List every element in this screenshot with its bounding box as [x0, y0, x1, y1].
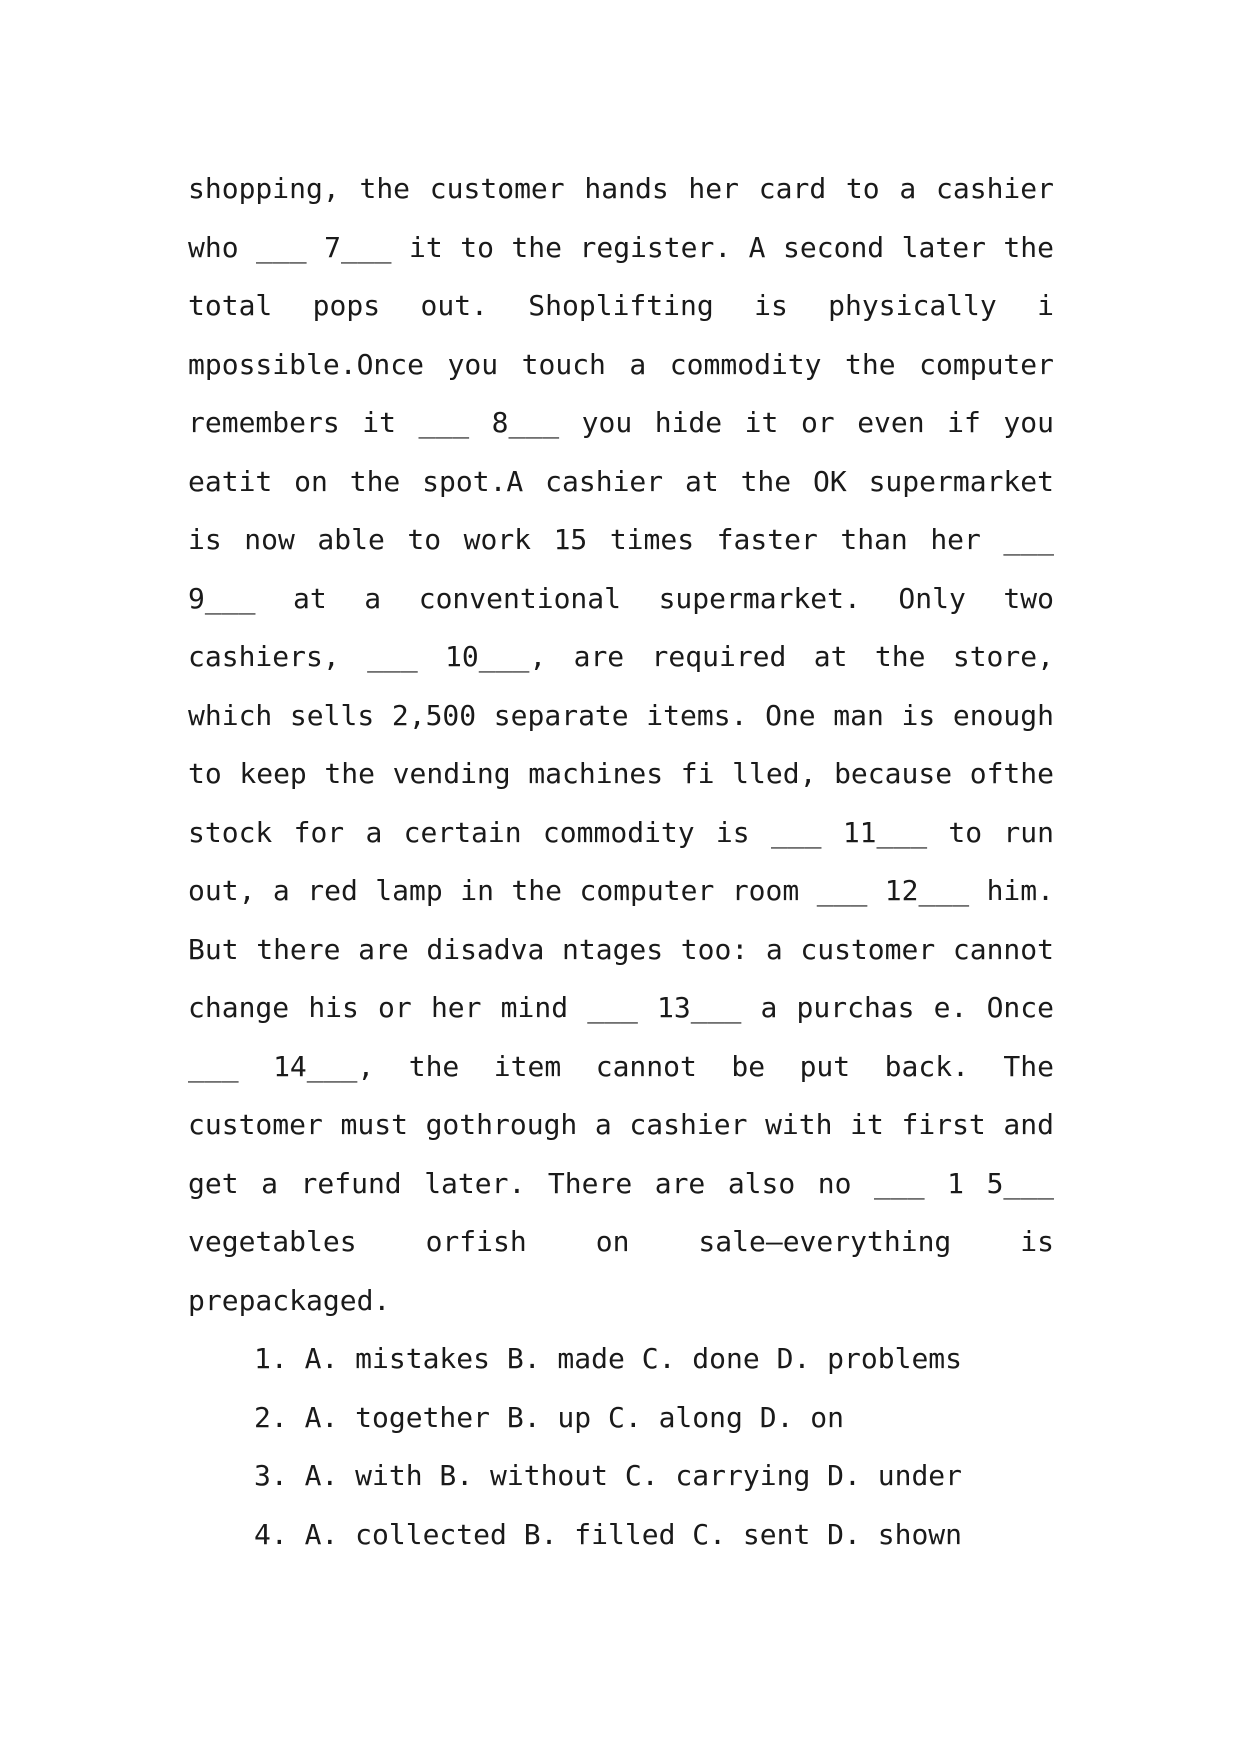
passage-line: shopping, the customer hands her card to a cashier [188, 172, 1054, 205]
passage-line: total pops out. Shoplifting is physically i [188, 289, 1054, 322]
passage-line: customer must gothrough a cashier with it first and [188, 1108, 1054, 1141]
passage-body [188, 160, 1054, 1564]
passage-line: stock for a certain commodity is ___ 11___ to run [188, 815, 1054, 849]
question-item: 4. A. collected B. filled C. sent D. shown [254, 1517, 963, 1551]
question-list [188, 1330, 1054, 1564]
passage-line: 9___ at a conventional supermarket. Only two [188, 581, 1054, 615]
passage-line: eatit on the spot.A cashier at the OK supermarket [188, 464, 1054, 498]
question-item: 3. A. with B. without C. carrying D. under [254, 1459, 963, 1492]
passage-line: is now able to work 15 times faster than her ___ [188, 523, 1054, 556]
passage-line: mpossible.Once you touch a commodity the computer [188, 347, 1054, 381]
passage-line: out, a red lamp in the computer room ___ 12___ him. [188, 874, 1054, 907]
question-item: 1. A. mistakes B. made C. done D. problems [254, 1342, 963, 1375]
passage-line: cashiers, ___ 10___, are required at the store, [188, 640, 1054, 673]
passage-line: get a refund later. There are also no ___ 1 5___ [188, 1166, 1054, 1200]
passage-line: to keep the vending machines fi lled, because ofthe [188, 757, 1054, 790]
passage-line: which sells 2,500 separate items. One man is enough [188, 698, 1054, 732]
passage-line: remembers it ___ 8___ you hide it or even if you [188, 406, 1054, 439]
passage-line: vegetables orfish on sale—everything is [188, 1225, 1054, 1258]
passage-line: ___ 14___, the item cannot be put back. The [188, 1049, 1054, 1083]
question-item: 2. A. together B. up C. along D. on [254, 1400, 845, 1434]
passage-line: change his or her mind ___ 13___ a purchas e. Once [188, 991, 1054, 1024]
passage-line: But there are disadva ntages too: a customer cannot [188, 932, 1054, 966]
passage-line: prepackaged. [188, 1283, 391, 1317]
passage-line: who ___ 7___ it to the register. A second later the [188, 230, 1054, 264]
